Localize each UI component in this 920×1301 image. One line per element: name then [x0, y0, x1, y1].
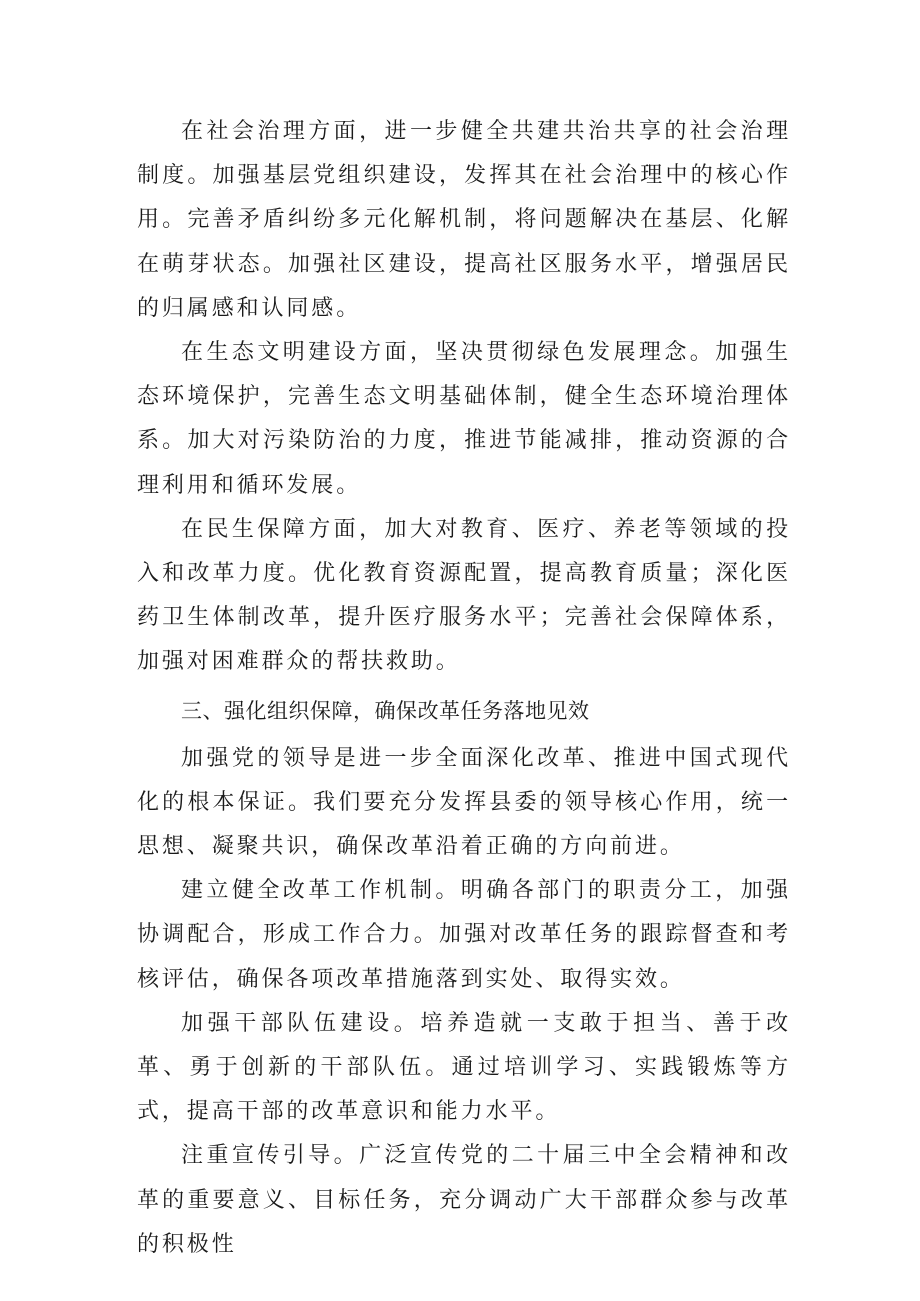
- paragraph-work-mechanism: 建立健全改革工作机制。明确各部门的职责分工，加强协调配合，形成工作合力。加强对改革任务的跟踪督查和考核评估，确保各项改革措施落到实处、取得实效。: [137, 878, 791, 992]
- paragraph-ecological-civilization: 在生态文明建设方面，坚决贯彻绿色发展理念。加强生态环境保护，完善生态文明基础体制，健全生态环境治理体系。加大对污染防治的力度，推进节能减排，推动资源的合理利用和循环发展。: [137, 340, 791, 498]
- section-heading: 三、强化组织保障，确保改革任务落地见效: [181, 698, 590, 723]
- paragraph-livelihood-security: 在民生保障方面，加大对教育、医疗、养老等领域的投入和改革力度。优化教育资源配置，提高教育质量；深化医药卫生体制改革，提升医疗服务水平；完善社会保障体系，加强对困难群众的帮扶救助。: [137, 516, 791, 675]
- document-body: [137, 110, 791, 1267]
- paragraph-cadre-team: 加强干部队伍建设。培养造就一支敢于担当、善于改革、勇于创新的干部队伍。通过培训学习、实践锻炼等方式，提高干部的改革意识和能力水平。: [137, 1010, 791, 1125]
- paragraph-party-leadership: 加强党的领导是进一步全面深化改革、推进中国式现代化的根本保证。我们要充分发挥县委的领导核心作用，统一思想、凝聚共识，确保改革沿着正确的方向前进。: [137, 745, 791, 860]
- paragraph-publicity-guidance: 注重宣传引导。广泛宣传党的二十届三中全会精神和改革的重要意义、目标任务，充分调动广大干部群众参与改革的积极性: [137, 1143, 791, 1257]
- paragraph-social-governance: 在社会治理方面，进一步健全共建共治共享的社会治理制度。加强基层党组织建设，发挥其在社会治理中的核心作用。完善矛盾纠纷多元化解机制，将问题解决在基层、化解在萌芽状态。加强社区建设，提高社区服务水平，增强居民的归属感和认同感。: [137, 119, 791, 321]
